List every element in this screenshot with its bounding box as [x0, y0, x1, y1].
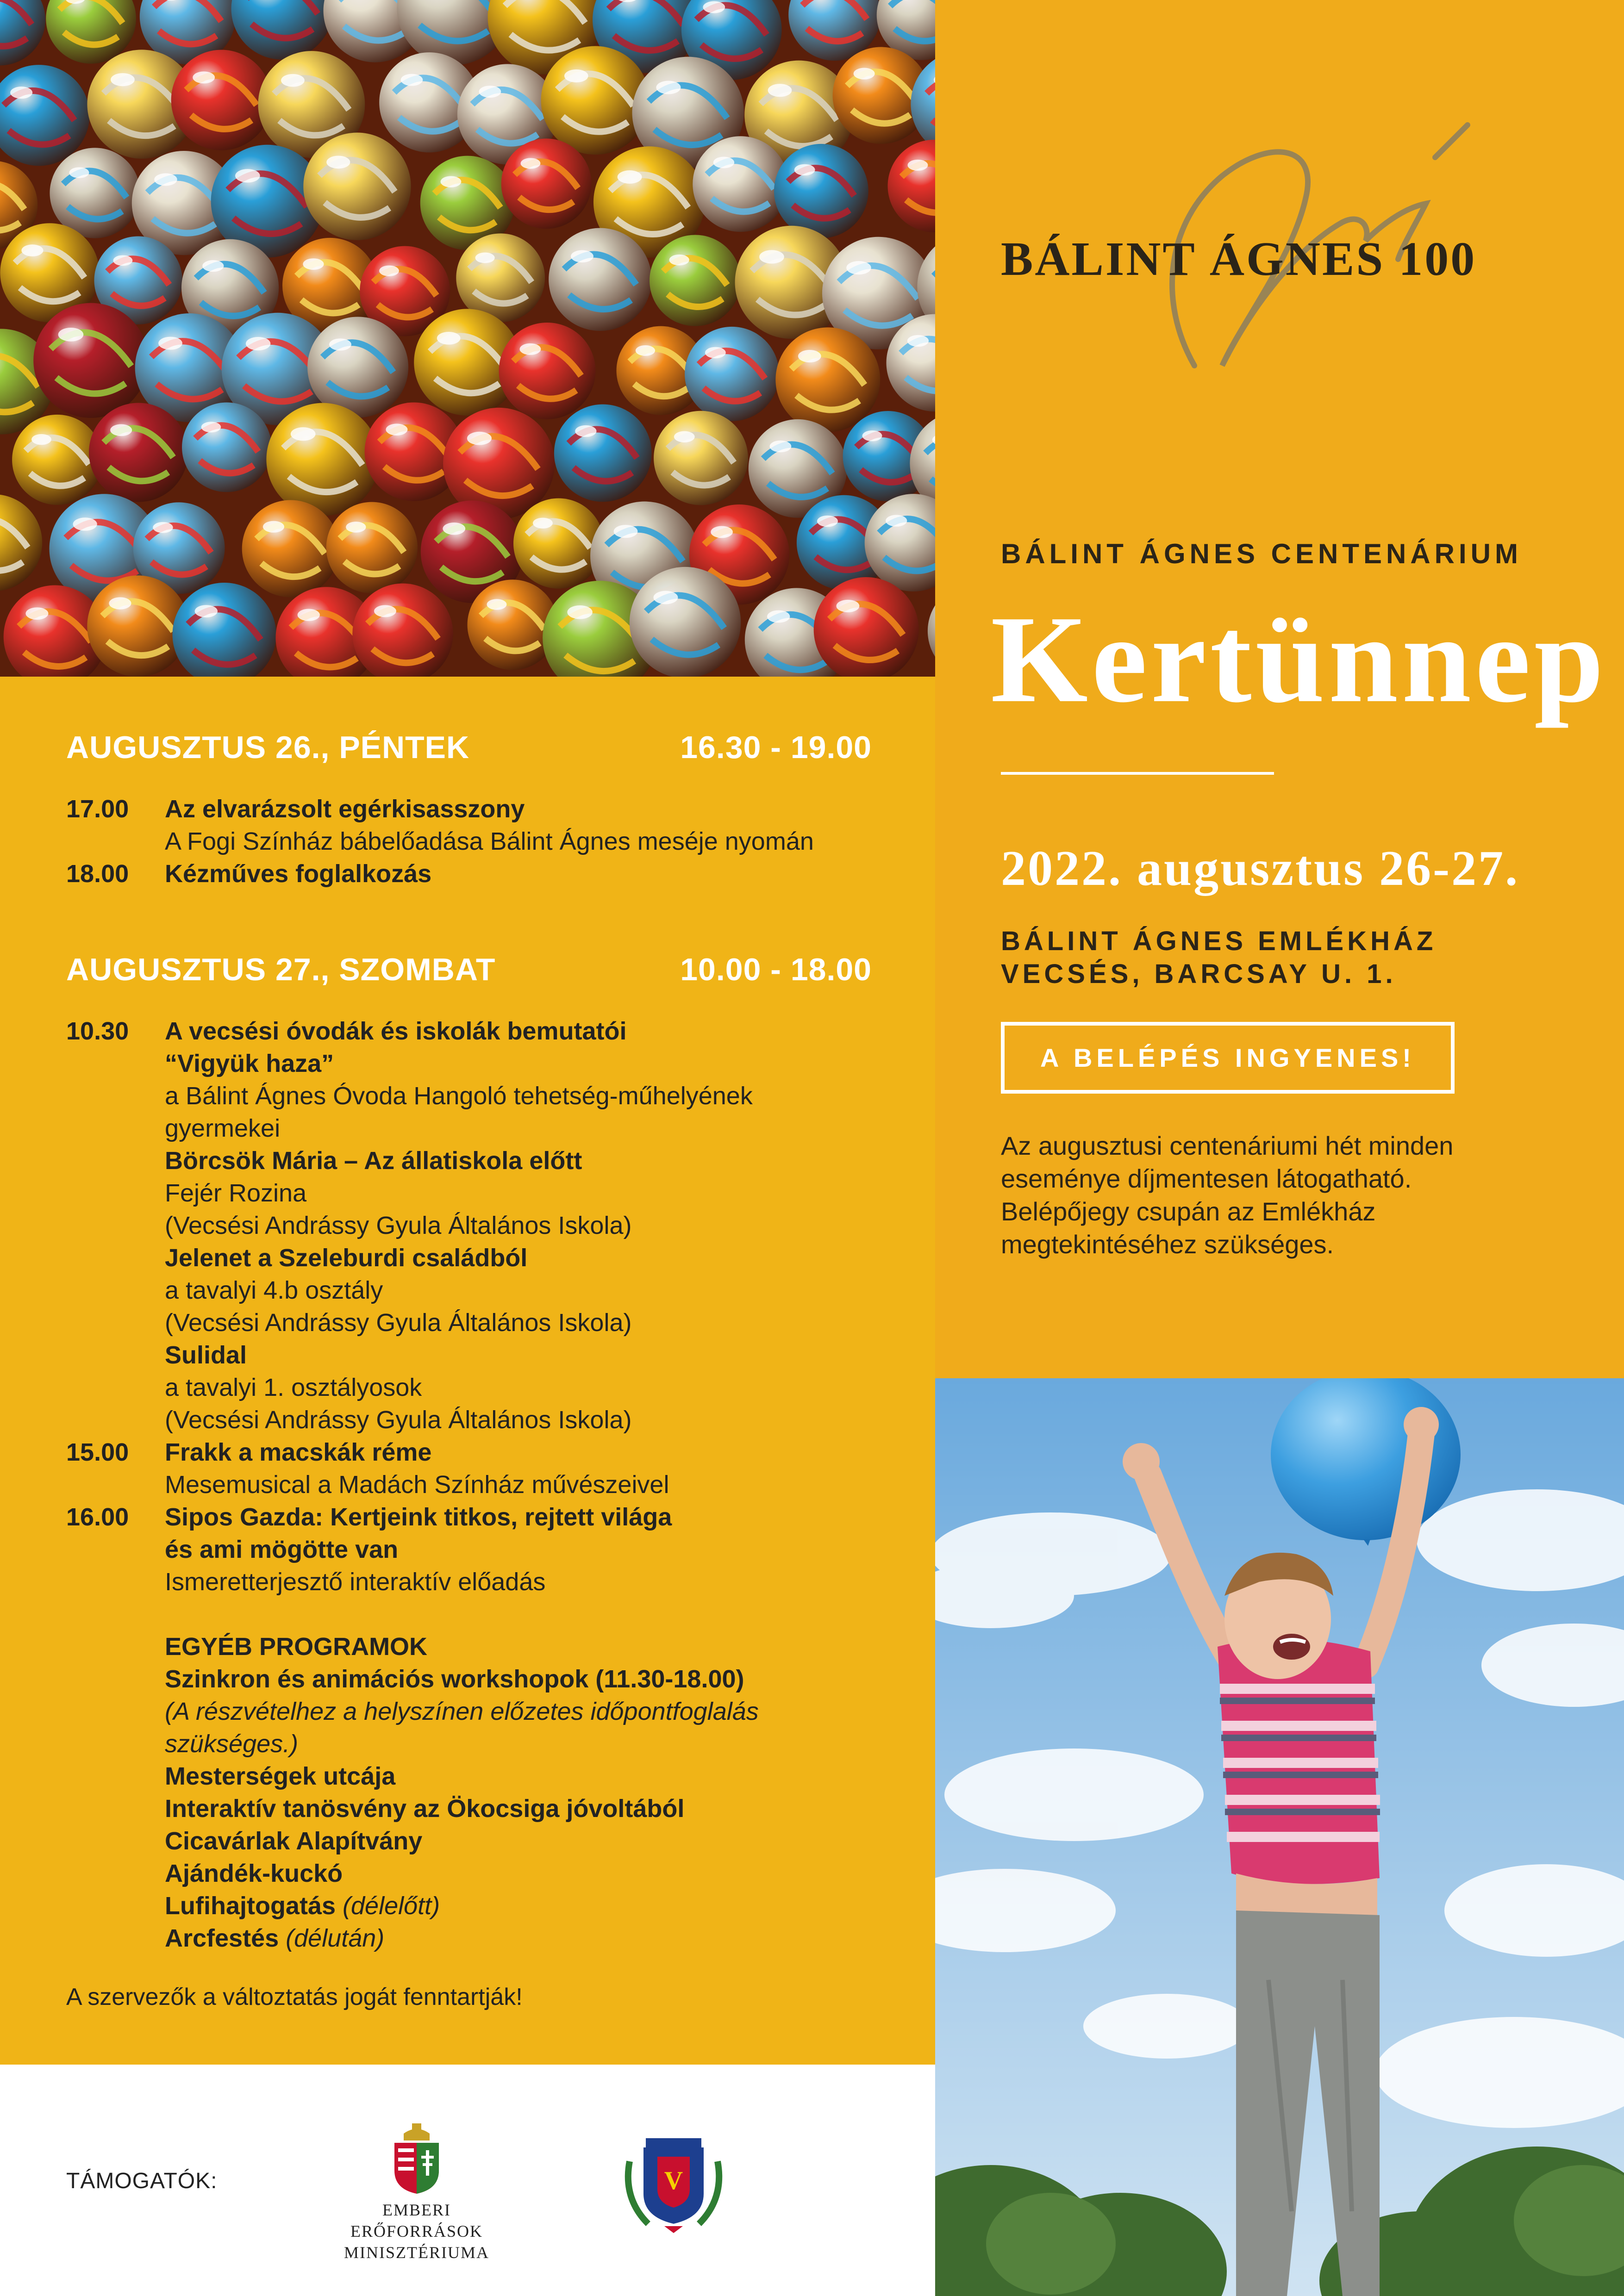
marble-highlight: [329, 338, 351, 350]
other-item-note: (délután): [286, 1924, 385, 1952]
programme-title: Sipos Gazda: Kertjeink titkos, rejtett világa: [165, 1503, 672, 1531]
programme-desc: (Vecsési Andrássy Gyula Általános Iskola): [165, 1309, 632, 1337]
marble-highlight: [656, 81, 681, 94]
marble-highlight: [235, 169, 260, 182]
marble-highlight: [575, 425, 596, 437]
programme-desc: A Fogi Színház bábelőadása Bálint Ágnes meséje nyomán: [165, 828, 814, 855]
marble-highlight: [794, 164, 815, 175]
marble-highlight: [326, 156, 350, 168]
other-item: Lufihajtogatás: [165, 1892, 336, 1920]
other-item-note: szükséges.): [165, 1730, 299, 1758]
programme-title: Az elvarázsolt egérkisasszony: [165, 795, 525, 823]
other-item-note: (A részvételhez a helyszínen előzetes időpontfoglalás: [165, 1698, 759, 1725]
marble-highlight: [713, 157, 734, 168]
programme-desc: a tavalyi 1. osztályosok: [165, 1374, 422, 1401]
programme-subtitle: Jelenet a Szeleburdi családból: [165, 1244, 528, 1272]
marble-highlight: [25, 607, 48, 620]
day1-programme: [66, 793, 899, 890]
programme-title: A vecsési óvodák és iskolák bemutatói: [165, 1017, 627, 1045]
marble-highlight: [195, 605, 218, 617]
day1-label: AUGUSZTUS 26., PÉNTEK: [66, 730, 470, 765]
marble-highlight: [770, 441, 792, 453]
marble-highlight: [653, 591, 678, 604]
marble-highlight: [437, 332, 461, 345]
marble-highlight: [441, 176, 462, 187]
other-programmes-heading: EGYÉB PROGRAMOK: [165, 1633, 428, 1661]
marble-highlight: [907, 160, 928, 171]
marble-highlight: [263, 521, 284, 533]
marble-highlight: [401, 74, 423, 86]
marble-highlight: [467, 432, 492, 445]
marble-highlight: [618, 170, 642, 184]
marble-highlight: [281, 74, 305, 87]
marble: [0, 65, 89, 166]
marble-highlight: [614, 525, 638, 538]
marble-highlight: [703, 1, 725, 13]
programme-item: [66, 1436, 899, 1501]
other-item-row: [165, 1890, 899, 1922]
venue-address: VECSÉS, BARCSAY U. 1.: [1001, 959, 1397, 989]
marble-highlight: [113, 255, 132, 266]
marble-highlight: [202, 260, 224, 272]
programme-time: 16.00: [66, 1503, 129, 1531]
marble-highlight: [110, 424, 132, 436]
programme-subtitle: Börcsök Mária – Az állatiskola előtt: [165, 1147, 582, 1175]
other-item: Szinkron és animációs workshopok (11.30-18.00): [165, 1665, 744, 1693]
other-item-row: [165, 1922, 899, 1954]
marble-highlight: [298, 609, 320, 621]
marble: [33, 303, 148, 418]
marble: [266, 403, 379, 516]
other-item-note: (délelőtt): [343, 1892, 440, 1920]
marble-highlight: [846, 261, 871, 274]
other-item: Cicavárlak Alapítvány: [165, 1827, 423, 1855]
marble-highlight: [564, 69, 588, 82]
programme-desc: a Bálint Ágnes Óvoda Hangoló tehetség-műhelyének: [165, 1082, 753, 1110]
admission-note: Az augusztusi centenáriumi hét minden eseménye díjmentesen látogatható. Belépőjegy csupán az Emlékház megtekintéséhez szükséges.: [1001, 1131, 1454, 1259]
marble-highlight: [73, 517, 97, 530]
programme-time: 10.30: [66, 1017, 129, 1045]
day2-label: AUGUSZTUS 27., SZOMBAT: [66, 952, 496, 987]
supporters-label: TÁMOGATÓK:: [66, 2169, 218, 2193]
marble-highlight: [154, 173, 177, 186]
day1-hours: 16.30 - 19.00: [680, 730, 872, 765]
other-item: Ajándék-kuckó: [165, 1860, 343, 1887]
marble-highlight: [798, 350, 821, 362]
programme-desc: gyermekei: [165, 1114, 281, 1142]
marble-highlight: [69, 167, 89, 178]
day1-header: [66, 727, 872, 768]
day2-hours: 10.00 - 18.00: [680, 952, 872, 987]
marble-highlight: [487, 599, 507, 610]
programme-item: [66, 858, 899, 890]
event-title: Kertünnep: [991, 590, 1608, 728]
marbles-photo: [0, 0, 935, 677]
emmi-name-line: MINISZTÉRIUMA: [344, 2243, 489, 2262]
marble-highlight: [158, 337, 182, 350]
marble-highlight: [479, 86, 501, 98]
event-date: 2022. augusztus 26-27.: [1001, 841, 1520, 896]
marble-highlight: [711, 526, 733, 538]
other-item: Interaktív tanösvény az Ökocsiga jóvoltából: [165, 1795, 685, 1823]
programme-title: Frakk a macskák réme: [165, 1438, 432, 1466]
marble-highlight: [291, 427, 316, 441]
marbles-illustration: [0, 0, 935, 677]
programme-desc: a tavalyi 4.b osztály: [165, 1276, 383, 1304]
programme-item: [66, 1015, 899, 1436]
marble-highlight: [193, 71, 215, 83]
programme-item: [66, 1501, 899, 1598]
programme-time: 15.00: [66, 1438, 129, 1466]
marble-highlight: [521, 158, 541, 168]
other-programmes: [66, 1630, 899, 1954]
programme-title: Kézműves foglalkozás: [165, 860, 432, 888]
programme-time: 17.00: [66, 795, 129, 823]
marble-highlight: [669, 255, 689, 266]
marble-highlight: [246, 337, 270, 350]
programme-desc: Mesemusical a Madách Színház művészeivel: [165, 1471, 669, 1499]
svg-text:V: V: [664, 2166, 683, 2195]
marble-highlight: [475, 253, 495, 263]
marble-highlight: [111, 73, 135, 86]
marble-highlight: [346, 522, 366, 533]
programme-title: és ami mögötte van: [165, 1536, 399, 1563]
marble-highlight: [767, 610, 790, 623]
marble-highlight: [836, 600, 859, 612]
free-admission-badge: A BELÉPÉS INGYENES!: [1001, 1022, 1455, 1094]
disclaimer: A szervezők a változtatás jogát fenntartják!: [66, 1984, 523, 2010]
marble-highlight: [567, 605, 592, 619]
marble-highlight: [386, 423, 407, 436]
marble-highlight: [533, 518, 553, 529]
marble-highlight: [862, 430, 882, 441]
programme-subtitle: “Vigyük haza”: [165, 1050, 334, 1077]
programme-time: 18.00: [66, 860, 129, 888]
logo-title: BÁLINT ÁGNES 100: [1001, 232, 1477, 286]
marble-highlight: [817, 516, 838, 527]
emmi-name: [319, 2199, 514, 2263]
centenary-label: BÁLINT ÁGNES CENTENÁRIUM: [1001, 538, 1522, 569]
marble-highlight: [31, 434, 51, 445]
marble-highlight: [374, 605, 396, 617]
marble-highlight: [907, 335, 929, 347]
other-item: Arcfestés: [165, 1924, 279, 1952]
marble-highlight: [109, 597, 131, 609]
marble-highlight: [886, 515, 907, 527]
marble-highlight: [10, 87, 32, 99]
marble-highlight: [571, 250, 593, 262]
marble-highlight: [519, 343, 541, 355]
marble-highlight: [768, 84, 792, 97]
marble-highlight: [303, 258, 324, 270]
day2-programme: [66, 1015, 899, 1954]
marble-highlight: [443, 523, 465, 535]
marble-highlight: [705, 347, 726, 358]
programme-item: [66, 793, 899, 858]
marble-highlight: [759, 250, 784, 263]
marble: [928, 583, 935, 677]
programme-desc: Ismeretterjesztő interaktív előadás: [165, 1568, 546, 1596]
marble-highlight: [636, 345, 655, 356]
marble: [887, 140, 935, 232]
child-balloon-illustration: [935, 1378, 1624, 2296]
marble-highlight: [201, 422, 221, 432]
marble-highlight: [674, 431, 695, 442]
marble-highlight: [379, 265, 399, 276]
marble-highlight: [58, 328, 84, 342]
marble-highlight: [21, 244, 43, 256]
emmi-name-line: EMBERI ERŐFORRÁSOK: [350, 2201, 483, 2240]
child-balloon-photo: [935, 1378, 1624, 2296]
marble-highlight: [153, 522, 173, 533]
marble-highlight: [854, 68, 875, 80]
marble: [630, 567, 741, 677]
vecses-coat-of-arms-logo: [620, 2124, 727, 2235]
day2-header: [66, 949, 872, 990]
programme-desc: (Vecsési Andrássy Gyula Általános Iskola): [165, 1212, 632, 1239]
venue-name: BÁLINT ÁGNES EMLÉKHÁZ: [1001, 926, 1437, 956]
programme-desc: (Vecsési Andrássy Gyula Általános Iskola): [165, 1406, 632, 1434]
programme-desc: Fejér Rozina: [165, 1179, 307, 1207]
other-item: Mesterségek utcája: [165, 1762, 396, 1790]
title-divider: [1001, 772, 1274, 775]
programme-subtitle: Sulidal: [165, 1341, 247, 1369]
